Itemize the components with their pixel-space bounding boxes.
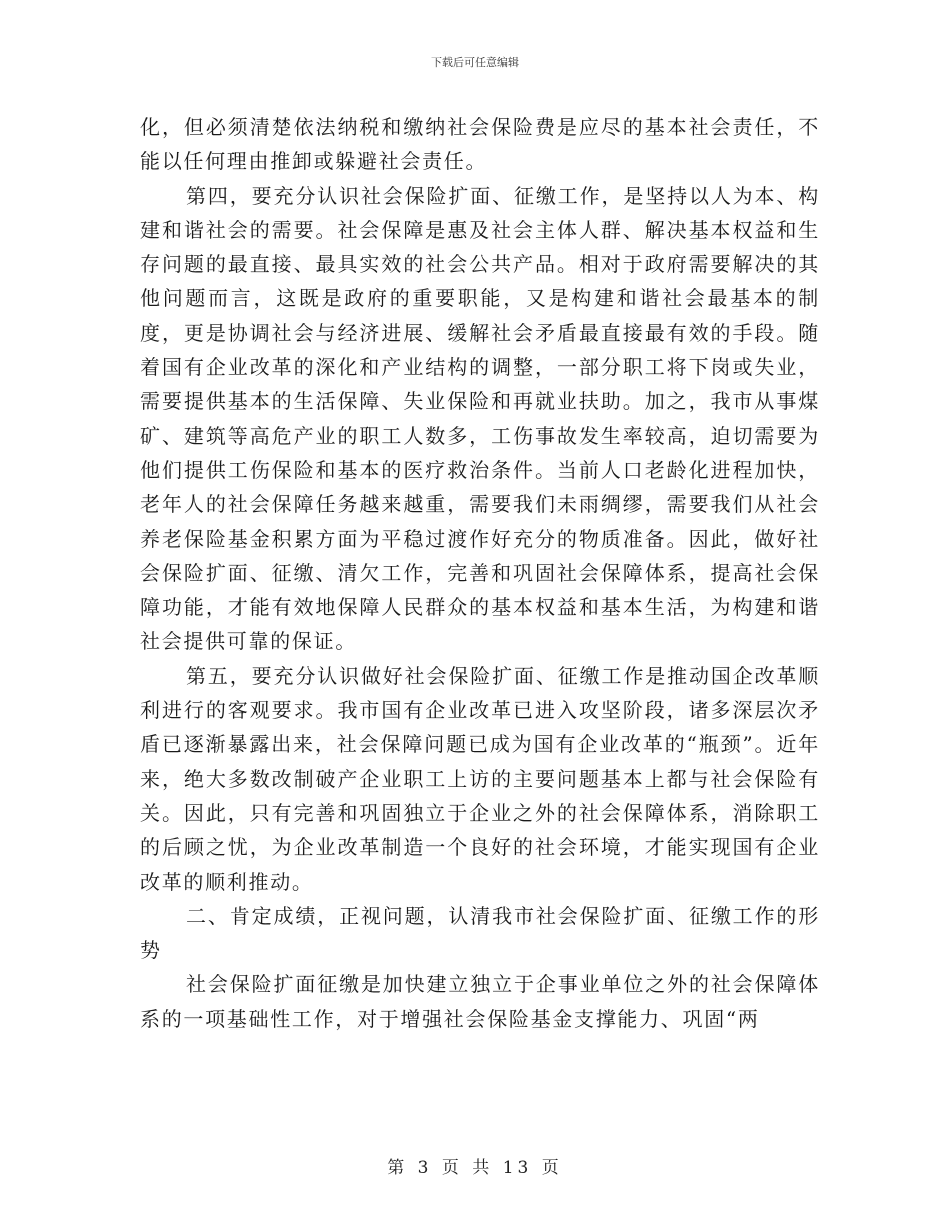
paragraph-3: 第五，要充分认识做好社会保险扩面、征缴工作是推动国企改革顺利进行的客观要求。我市国有企业改革已进入攻坚阶段，诸多深层次矛盾已逐渐暴露出来，社会保障问题已成为国有企业改革的“瓶颈”。近年来，绝大多数改制破产企业职工上访的主要问题基本上都与社会保险有关。因此，只有完善和巩固独立于企业之外的社会保障体系，消除职工的后顾之忧，为企业改革制造一个良好的社会环境，才能实现国有企业改革的顺利推动。 [140, 663, 820, 894]
paragraph-2: 第四，要充分认识社会保险扩面、征缴工作，是坚持以人为本、构建和谐社会的需要。社会保障是惠及社会主体人群、解决基本权益和生存问题的最直接、最具实效的社会公共产品。相对于政府需要解决的其他问题而言，这既是政府的重要职能，又是构建和谐社会最基本的制度，更是协调社会与经济进展、缓解社会矛盾最直接最有效的手段。随着国有企业改革的深化和产业结构的调整，一部分职工将下岗或失业，需要提供基本的生活保障、失业保险和再就业扶助。加之，我市从事煤矿、建筑等高危产业的职工人数多，工伤事故发生率较高，迫切需要为他们提供工伤保险和基本的医疗救治条件。当前人口老龄化进程加快，老年人的社会保障任务越来越重，需要我们未雨绸缪，需要我们从社会养老保险基金积累方面为平稳过渡作好充分的物质准备。因此，做好社会保险扩面、征缴、清欠工作，完善和巩固社会保障体系，提高社会保障功能，才能有效地保障人民群众的基本权益和基本生活，为构建和谐社会提供可靠的保证。 [140, 183, 820, 654]
page-header: 下载后可任意编辑 [431, 56, 519, 69]
paragraph-1: 化，但必须清楚依法纳税和缴纳社会保险费是应尽的基本社会责任，不能以任何理由推卸或躲避社会责任。 [140, 115, 820, 174]
document-body [140, 110, 820, 1036]
section-heading: 二、肯定成绩，正视问题，认清我市社会保险扩面、征缴工作的形势 [140, 903, 820, 963]
paragraph-4: 社会保险扩面征缴是加快建立独立于企事业单位之外的社会保障体系的一项基础性工作，对于增强社会保险基金支撑能力、巩固“两 [140, 972, 820, 1031]
page-number: 第 3 页 共 13 页 [387, 1158, 563, 1178]
